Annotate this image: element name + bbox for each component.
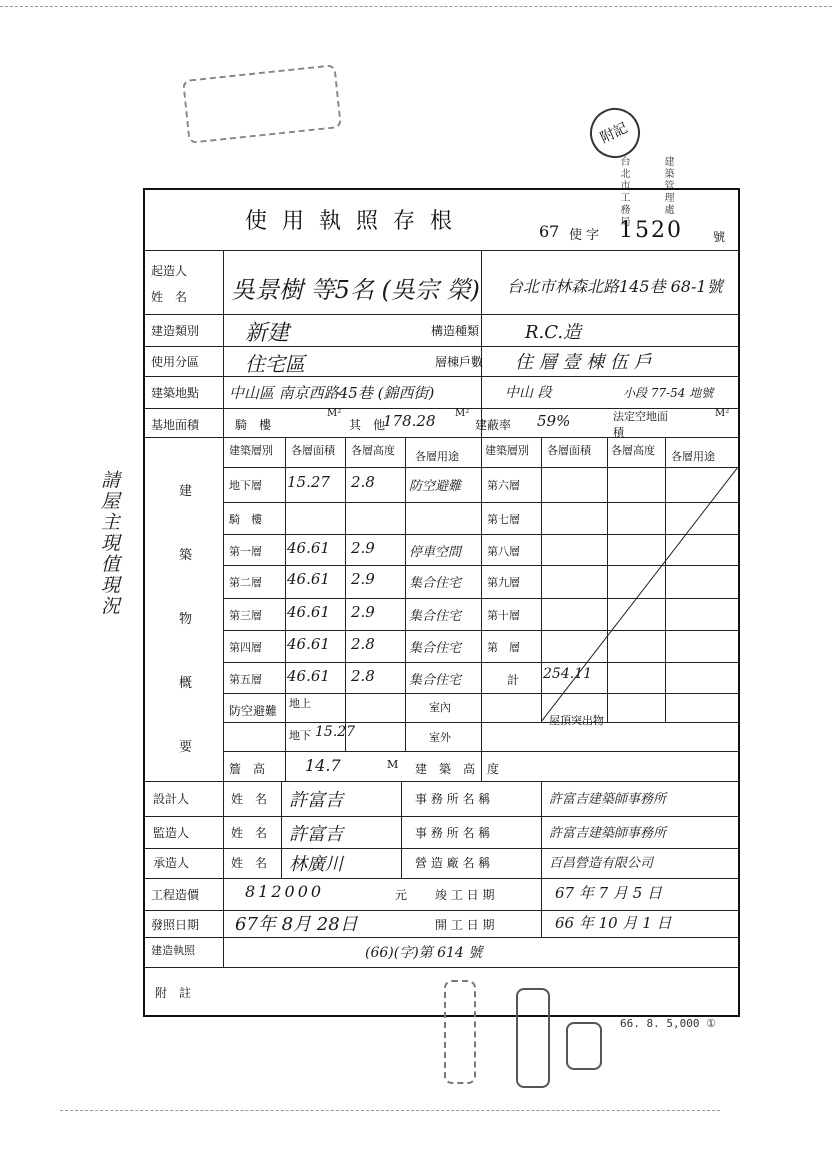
unit-eave-height: M	[387, 758, 399, 771]
round-stamp-text: 附記	[598, 120, 631, 147]
builder-address: 台北市林森北路145巷 68-1號	[507, 277, 723, 296]
floor-name-right: 第 層	[487, 641, 520, 654]
bottom-seal-2	[566, 1022, 602, 1070]
below-ground-area: 15.27	[315, 724, 356, 740]
label-contractor: 承造人	[153, 856, 190, 870]
floor-use: 防空避難	[409, 479, 462, 494]
label-cost: 工程造價	[151, 888, 200, 902]
floor-name: 騎 樓	[229, 513, 262, 526]
floor-name-right: 第七層	[487, 513, 520, 526]
label-floors-households: 層棟戶數	[435, 355, 484, 369]
floor-name: 第一層	[229, 545, 262, 558]
building-type: 新建	[245, 321, 290, 346]
designer-office: 許富吉建築師事務所	[549, 792, 667, 807]
label-structure-type: 構造種類	[431, 324, 480, 338]
site-section: 中山 段	[505, 385, 552, 401]
floor-area: 46.61	[287, 603, 330, 621]
bottom-seal-1	[516, 988, 550, 1088]
site-location: 中山區 南京西路45巷 (錦西街)	[229, 384, 435, 402]
floor-use: 集合住宅	[409, 673, 462, 688]
label-permit-date: 發照日期	[151, 918, 200, 932]
label-parking-outdoor: 室外	[429, 731, 451, 744]
floor-height: 2.8	[351, 473, 375, 491]
supervisor-office: 許富吉建築師事務所	[549, 826, 667, 841]
label-supervisor-name: 姓 名	[231, 826, 268, 840]
floor-height: 2.9	[351, 603, 375, 621]
label-designer: 設計人	[153, 792, 190, 806]
construction-permit: (66)(字)第 614 號	[365, 945, 483, 961]
contractor-name: 林廣川	[289, 854, 343, 875]
floor-height: 2.8	[351, 635, 375, 653]
eave-height: 14.7	[305, 756, 341, 775]
permit-form	[143, 188, 740, 1017]
floor-name-right: 第八層	[487, 545, 520, 558]
floor-name: 第三層	[229, 609, 262, 622]
completion-date: 67 年 7 月 5 日	[555, 884, 663, 902]
floor-use: 集合住宅	[409, 609, 462, 624]
label-supervisor-office: 事 務 所 名 稱	[415, 826, 491, 840]
label-dollar: 元	[395, 888, 408, 902]
permit-kind: 使 字	[569, 228, 600, 243]
label-contractor-name: 姓 名	[231, 856, 268, 870]
label-roof-protrusion: 屋頂突出物	[549, 714, 604, 727]
designer-name: 許富吉	[289, 790, 343, 811]
permit-date: 67年 8月 28日	[235, 914, 358, 935]
builder-name: 吳景樹 等5名 (吳宗 榮)	[231, 276, 480, 304]
label-fire: 防空避難	[229, 704, 278, 718]
floor-name-right: 第六層	[487, 479, 520, 492]
floor-name-right: 第十層	[487, 609, 520, 622]
unit-arcade: M²	[327, 408, 342, 419]
label-start-date: 開 工 日 期	[435, 918, 495, 932]
label-total: 計	[507, 673, 520, 687]
faded-stamp	[182, 64, 342, 144]
col-floor-right: 建築層別	[485, 444, 529, 457]
floor-area: 46.61	[287, 667, 330, 685]
label-eave-height: 簷 高	[229, 762, 266, 776]
col-height-right: 各層高度	[611, 444, 655, 457]
start-date: 66 年 10 月 1 日	[555, 914, 672, 932]
permit-year: 67	[539, 222, 560, 241]
left-margin-note: 請屋主現值現況	[98, 470, 120, 617]
label-designer-name: 姓 名	[231, 792, 268, 806]
label-coverage: 建蔽率	[475, 418, 512, 432]
label-below-ground: 地下	[289, 729, 311, 742]
round-stamp	[582, 100, 648, 166]
contractor-company: 百昌營造有限公司	[549, 856, 654, 871]
empty-cells-strike	[541, 467, 738, 722]
cost: 812000	[245, 882, 325, 901]
floor-height: 2.8	[351, 667, 375, 685]
label-site-area: 基地面積	[151, 418, 200, 432]
label-other: 其 他	[349, 418, 386, 432]
label-site-location: 建築地點	[151, 386, 200, 400]
label-legal-open-space: 法定空地面積	[613, 410, 668, 439]
scan-noise-top	[0, 6, 832, 7]
label-above-ground: 地上	[289, 697, 311, 710]
label-designer-office: 事 務 所 名 稱	[415, 792, 491, 806]
label-builder: 起造人	[151, 264, 188, 278]
floor-use: 集合住宅	[409, 641, 462, 656]
floor-name-right: 第九層	[487, 576, 520, 589]
floor-use: 停車空間	[409, 545, 462, 560]
col-area-right: 各層面積	[547, 444, 591, 457]
use-zone: 住宅區	[245, 352, 305, 376]
bottom-seal-3	[444, 980, 476, 1084]
col-use: 各層用途	[415, 450, 459, 463]
coverage: 59%	[537, 412, 571, 430]
floor-name: 第四層	[229, 641, 262, 654]
label-completion-date: 竣 工 日 期	[435, 888, 495, 902]
floor-height: 2.9	[351, 539, 375, 557]
unit-other: M²	[455, 408, 470, 419]
label-supervisor: 監造人	[153, 826, 190, 840]
label-construction-permit: 建造執照	[151, 944, 195, 957]
floor-name: 第二層	[229, 576, 262, 589]
form-title: 使 用 執 照 存 根	[245, 209, 456, 234]
label-builder-name: 姓 名	[151, 290, 188, 304]
floor-area: 46.61	[287, 570, 330, 588]
unit-open-space: M²	[715, 408, 730, 419]
permit-suffix: 號	[713, 230, 726, 244]
floor-area: 46.61	[287, 635, 330, 653]
label-remarks: 附 註	[155, 986, 192, 1000]
label-arcade: 騎 樓	[235, 418, 272, 432]
right-stamp-text-1: 台北市工務局	[618, 156, 629, 228]
floor-area: 15.27	[287, 473, 330, 491]
label-use-zone: 使用分區	[151, 355, 200, 369]
total-area: 254.11	[543, 666, 592, 682]
floor-name: 第五層	[229, 673, 262, 686]
label-parking-indoor: 室內	[429, 701, 451, 714]
permit-number: 1520	[619, 218, 683, 243]
floor-area: 46.61	[287, 539, 330, 557]
supervisor-name: 許富吉	[289, 824, 343, 845]
scan-noise-bottom	[60, 1110, 720, 1111]
label-contractor-company: 營 造 廠 名 稱	[415, 856, 491, 870]
label-building-overview: 建 築 物 概 要	[179, 484, 193, 755]
site-subsection: 小段 77-54 地號	[623, 386, 714, 400]
footer-code: 66. 8. 5,000 ①	[620, 1017, 716, 1030]
other-area: 178.28	[383, 412, 436, 430]
floor-height: 2.9	[351, 570, 375, 588]
structure-type: R.C.造	[525, 322, 582, 343]
floors-households: 住 層 壹 棟 伍 戶	[515, 352, 652, 373]
label-building-type: 建造類別	[151, 324, 200, 338]
col-floor: 建築層別	[229, 444, 273, 457]
col-height: 各層高度	[351, 444, 395, 457]
floor-use: 集合住宅	[409, 576, 462, 591]
col-use-right: 各層用途	[671, 450, 715, 463]
col-area: 各層面積	[291, 444, 335, 457]
floor-name: 地下層	[229, 479, 262, 492]
right-stamp-text-2: 建築管理處	[662, 156, 673, 216]
label-building-height: 建 築 高 度	[415, 762, 500, 776]
